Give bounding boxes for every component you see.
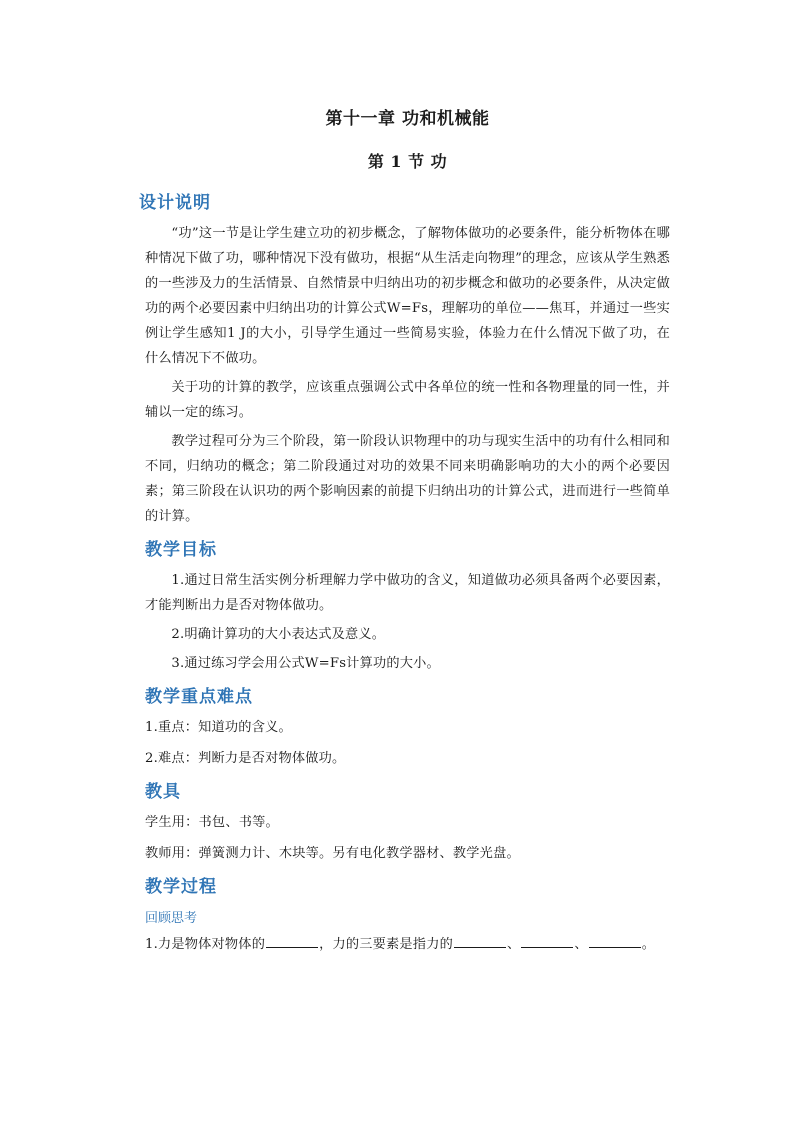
tools-heading: 教具 — [145, 782, 181, 802]
process-heading: 教学过程 — [145, 877, 217, 897]
question-text-1: 1.力是物体对物体的 — [145, 937, 266, 952]
section-title: 第 1 节 功 — [367, 152, 448, 171]
answer-blank-2[interactable] — [454, 933, 506, 948]
question-text-2: ，力的三要素是指力的 — [319, 937, 453, 952]
question-text-3: 、 — [506, 937, 521, 952]
design-paragraph-2: 关于功的计算的教学，应该重点强调公式中各单位的统一性和各物理量的同一性，并辅以一定的练习。 — [145, 380, 670, 420]
answer-blank-1[interactable] — [266, 933, 318, 948]
design-heading: 设计说明 — [139, 193, 211, 213]
design-paragraph-1: “功”这一节是让学生建立功的初步概念，了解物体做功的必要条件，能分析物体在哪种情况下做了功，哪种情况下没有做功，根据“从生活走向物理”的理念，应该从学生熟悉的一些涉及力的生活情景、自然情景中归纳出功的初步概念和做功的必要条件，从决定做功的两个必要因素中归纳出功的计算公式W=Fs，理解功的单位——焦耳，并通过一些实例让学生感知1 J的大小，引导学生通过一些简易实验，体验力在什么情况下做了功，在什么情况下不做功。 — [145, 226, 670, 366]
goal-item-1: 1.通过日常生活实例分析理解力学中做功的含义，知道做功必须具备两个必要因素，才能判断出力是否对物体做功。 — [145, 573, 670, 613]
question-text-5: 。 — [641, 937, 656, 952]
key-points-heading: 教学重点难点 — [145, 687, 253, 707]
tools-item-student: 学生用：书包、书等。 — [145, 815, 279, 830]
answer-blank-4[interactable] — [589, 933, 641, 948]
chapter-title: 第十一章 功和机械能 — [325, 109, 490, 129]
goal-item-2: 2.明确计算功的大小表达式及意义。 — [171, 627, 386, 642]
tools-item-teacher: 教师用：弹簧测力计、木块等。另有电化教学器材、教学光盘。 — [145, 846, 520, 861]
document-content — [139, 104, 670, 963]
review-subheading: 回顾思考 — [145, 911, 198, 926]
answer-blank-3[interactable] — [521, 933, 573, 948]
review-question-1 — [145, 932, 670, 957]
key-point-item-1: 1.重点：知道功的含义。 — [145, 720, 292, 735]
design-paragraph-3: 教学过程可分为三个阶段，第一阶段认识物理中的功与现实生活中的功有什么相同和不同，归纳功的概念；第二阶段通过对功的效果不同来明确影响功的大小的两个必要因素；第三阶段在认识功的两个影响因素的前提下归纳出功的计算公式，进而进行一些简单的计算。 — [145, 434, 670, 524]
goals-heading: 教学目标 — [145, 540, 217, 560]
goal-item-3: 3.通过练习学会用公式W=Fs计算功的大小。 — [171, 656, 440, 671]
question-text-4: 、 — [574, 937, 588, 952]
key-point-item-2: 2.难点：判断力是否对物体做功。 — [145, 751, 346, 766]
